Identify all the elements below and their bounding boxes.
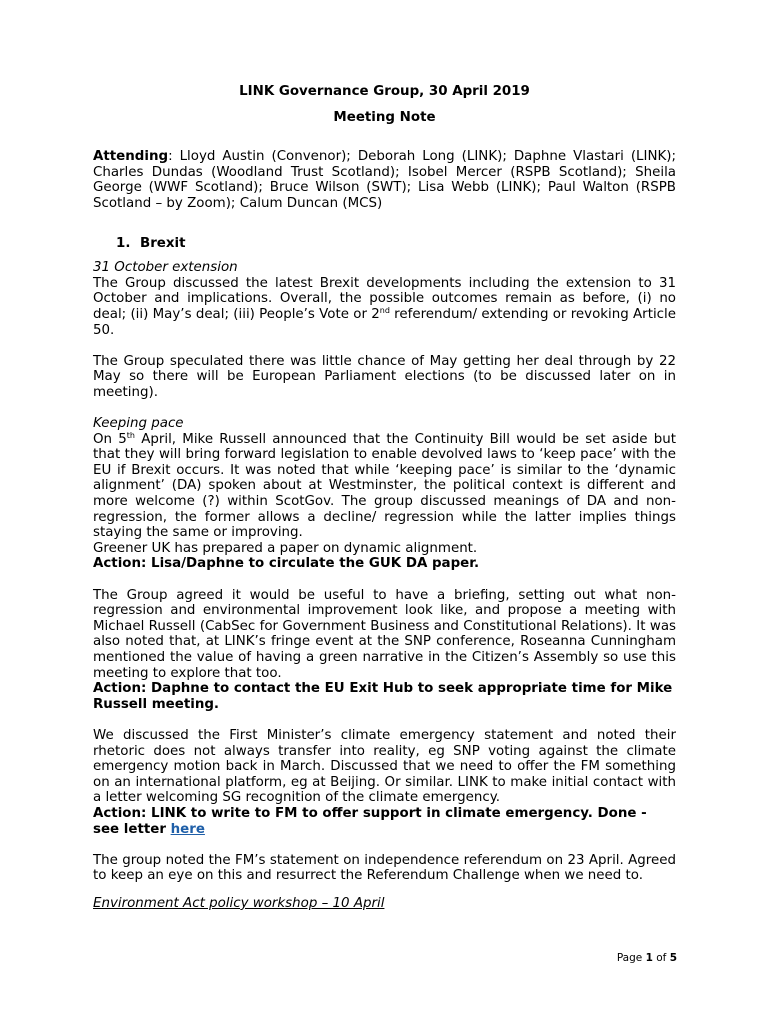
attending-paragraph (93, 149, 676, 211)
attending-label: Attending (93, 149, 169, 165)
section-number: 1. (116, 235, 131, 251)
paragraph-greener-uk: Greener UK has prepared a paper on dynamic alignment. (93, 540, 478, 556)
subheading-october-extension: 31 October extension (93, 260, 238, 276)
action-item-write-to-fm: Action: LINK to write to FM to offer support in climate emergency. Done - see letter here (93, 805, 647, 837)
page-footer: Page 1 of 5 (616, 952, 677, 964)
section-title: Brexit (140, 235, 186, 251)
page-subtitle: Meeting Note (333, 109, 436, 125)
page-number: 1 (645, 952, 653, 964)
subheading-environment-act-workshop: Environment Act policy workshop – 10 April (93, 895, 385, 911)
paragraph-briefing: The Group agreed it would be useful to have a briefing, setting out what non-regression and environmental improvement look like, and propose a meeting with Michael Russell (CabSec for Government Business and Constitutional Relations). It was also noted that, at LINK’s fringe event at the SNP conference, Roseanna Cunningham mentioned the value of having a green narrative in the Citizen’s Assembly so use this meeting to explore that too. (93, 587, 676, 681)
section-heading-brexit (116, 236, 676, 252)
action-item-eu-exit-hub: Action: Daphne to contact the EU Exit Hub to seek appropriate time for Mike Russell meeting. (93, 681, 673, 712)
subheading-keeping-pace: Keeping pace (93, 416, 184, 432)
paragraph-continuity-bill: On 5th April, Mike Russell announced that the Continuity Bill would be set aside but that they will bring forward legislation to enable devolved laws to ‘keep pace’ with the EU if Brexit occurs. It was noted that while ‘keeping pace’ is similar to the ‘dynamic alignment’ (DA) spoken about at Westminster, the political context is different and more welcome (?) within ScotGov. The group discussed meanings of DA and non-regression, the former allows a decline/ regression while the latter implies things staying the same or improving. (93, 430, 676, 541)
paragraph-independence-referendum: The group noted the FM’s statement on independence referendum on 23 April. Agreed to keep an eye on this and resurrect the Referendum Challenge when we need to. (93, 852, 676, 884)
document-body (93, 84, 676, 912)
page-total: 5 (669, 952, 677, 964)
letter-link[interactable]: here (170, 821, 205, 837)
page-title: LINK Governance Group, 30 April 2019 (239, 84, 530, 99)
paragraph-brexit-developments: The Group discussed the latest Brexit developments including the extension to 31 October and implications. Overall, the possible outcomes remain as before, (i) no deal; (ii) May’s deal; (iii) People’s Vote or 2nd referendum/ extending or revoking Article 50. (93, 275, 676, 338)
action-item-circulate-paper: Action: Lisa/Daphne to circulate the GUK DA paper. (93, 556, 480, 572)
paragraph-eu-elections: The Group speculated there was little chance of May getting her deal through by 22 May so there will be European Parliament elections (to be discussed later on in meeting). (93, 353, 676, 400)
attending-text: : Lloyd Austin (Convenor); Deborah Long (LINK); Daphne Vlastari (LINK); Charles Dundas (Woodland Trust Scotland); Isobel Mercer (RSPB Scotland); Sheila George (WWF Scotland); Bruce Wilson (SWT); Lisa Webb (LINK); Paul Walton (RSPB Scotland – by Zoom); Calum Duncan (MCS) (93, 149, 676, 211)
paragraph-climate-emergency: We discussed the First Minister’s climate emergency statement and noted their rhetoric does not always transfer into reality, eg SNP voting against the climate emergency motion back in March. Discussed that we need to offer the FM something on an international platform, eg at Beijing. Or similar. LINK to make initial contact with a letter welcoming SG recognition of the climate emergency. (93, 727, 676, 806)
